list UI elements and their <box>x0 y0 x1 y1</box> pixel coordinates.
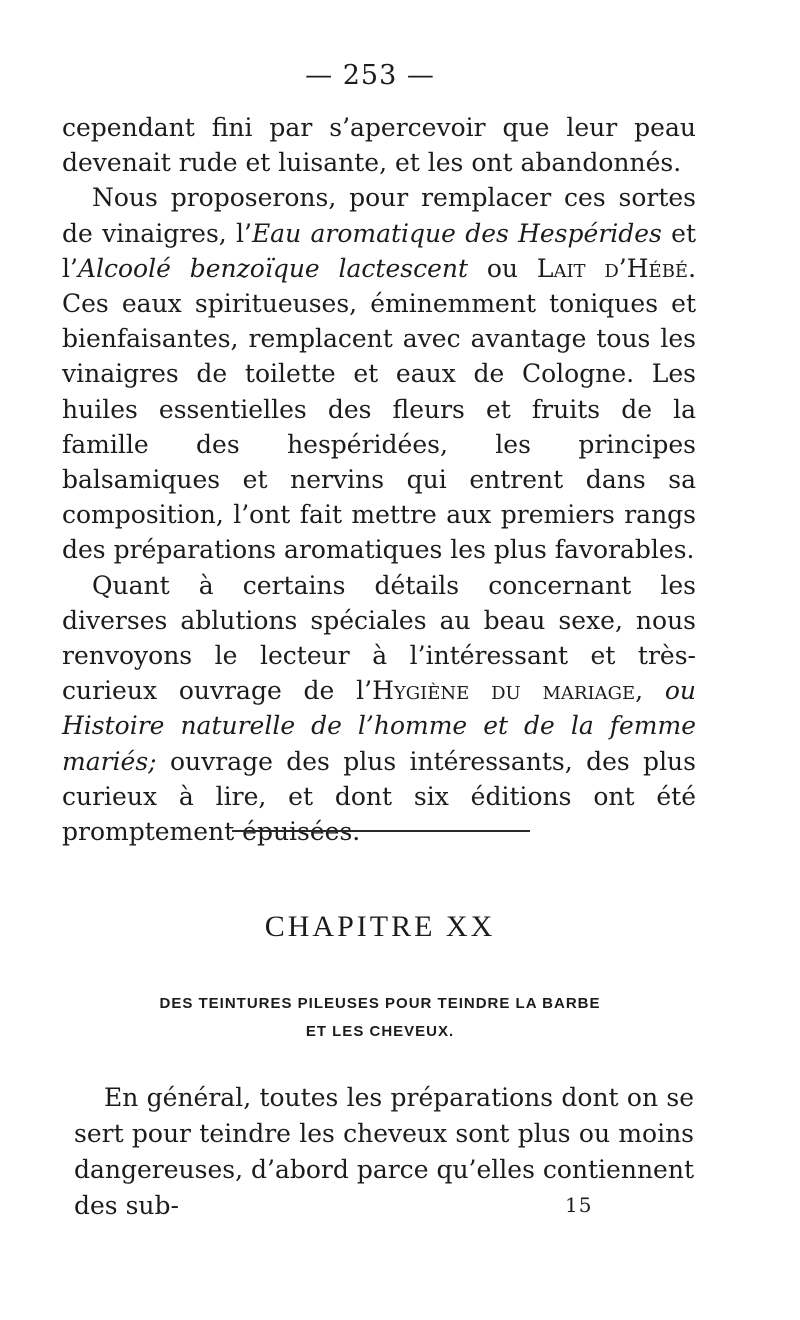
body-text <box>62 110 696 849</box>
chapter-paragraph: En général, toutes les préparations dont on se sert pour teindre les cheveux sont plus ou moins dangereuses, d’abord parce qu’elles contiennent des sub- <box>74 1083 694 1220</box>
text-segment: et l’ <box>62 218 697 283</box>
paragraph-text: cependant fini par s’apercevoir que leur peau devenait rude et luisante, et les ont abandonnés. <box>62 113 696 178</box>
text-segment: Quant à certains détails concernant les diverses ablutions spéciales au beau sexe, nous renvoyons le lecteur à l’intéressant et très-curieux ouvrage de l’ <box>62 570 696 706</box>
italic-book-subtitle: ou Histoire naturelle de l’homme et de la femme mariés; <box>62 676 696 776</box>
paragraph-vinaigres <box>62 180 696 567</box>
small-caps-book-title: Hygiène du mariage <box>372 676 636 706</box>
signature-mark: 15 <box>565 1193 593 1217</box>
section-divider <box>232 830 530 832</box>
chapter-title: CHAPITRE XX <box>264 910 496 943</box>
italic-product-name: Alcoolé benzoïque lactescent <box>77 253 469 283</box>
paragraph-continuation <box>62 110 696 180</box>
chapter-subtitle-line: DES TEINTURES PILEUSES POUR TEINDRE LA BARBE <box>159 995 601 1012</box>
text-segment: . Ces eaux spiritueuses, éminemment toniques et bienfaisantes, remplacent avec avantage tous les vinaigres de toilette et eaux de Cologne. Les huiles essentielles des fleurs et fruits de la famille des hespéridées, les principes balsamiques et nervins qui entrent dans sa composition, l’ont fait mettre aux premiers rangs des préparations aromatiques les plus favorables. <box>62 253 697 565</box>
page-number-header: — 253 — <box>305 60 435 91</box>
paragraph-ablutions <box>62 568 696 850</box>
text-segment: , <box>635 676 665 706</box>
text-segment: ou <box>468 253 537 283</box>
italic-product-name: Eau aromatique des Hespérides <box>251 218 662 248</box>
chapter-subtitle <box>100 990 660 1046</box>
text-segment: ouvrage des plus intéressants, des plus curieux à lire, et dont six éditions ont été promptement épuisées. <box>62 746 696 847</box>
text-segment: Nous proposerons, pour remplacer ces sortes de vinaigres, l’ <box>62 183 696 248</box>
small-caps-product-name: Lait d’Hébé <box>536 253 689 283</box>
chapter-subtitle-line: ET LES CHEVEUX. <box>305 1023 455 1040</box>
